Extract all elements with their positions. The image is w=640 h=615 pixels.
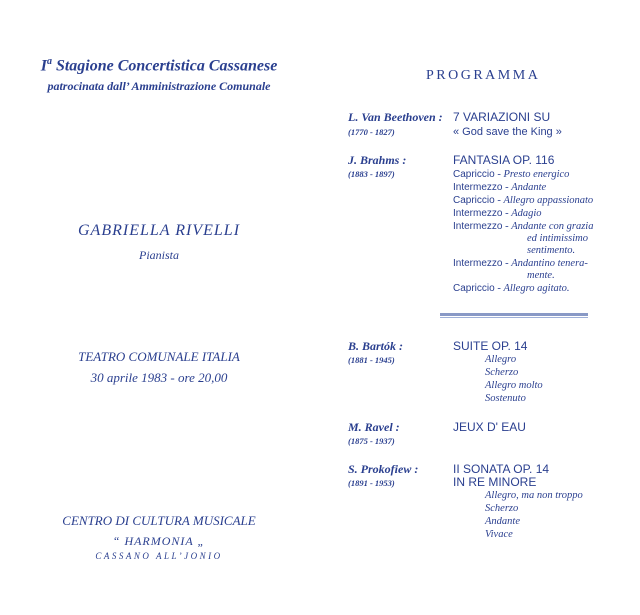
brahms-movement: Intermezzo - Andante — [453, 182, 547, 193]
years-brahms: (1883 - 1897) — [348, 169, 395, 179]
years-prokofiew: (1891 - 1953) — [348, 478, 395, 488]
brahms-movement: Capriccio - Allegro agitato. — [453, 283, 570, 294]
brahms-movement-cont: sentimento. — [527, 245, 576, 256]
brahms-movement: Capriccio - Presto energico — [453, 169, 570, 180]
years-bartok: (1881 - 1945) — [348, 355, 395, 365]
season-subtitle: patrocinata dall’ Amministrazione Comunale — [47, 79, 271, 93]
bartok-movement: Scherzo — [485, 367, 519, 378]
season-ordinal: I — [40, 57, 47, 75]
composer-ravel: M. Ravel : — [348, 420, 400, 434]
bartok-movement: Sostenuto — [485, 393, 526, 404]
venue-name: TEATRO COMUNALE ITALIA — [78, 349, 240, 364]
work-ravel-title: JEUX D' EAU — [453, 420, 526, 434]
brahms-movement: Intermezzo - Andante con grazia — [453, 221, 594, 232]
work-brahms-title: FANTASIA OP. 116 — [453, 153, 555, 167]
venue-date: 30 aprile 1983 - ore 20,00 — [90, 370, 228, 385]
artist-role: Pianista — [138, 248, 179, 262]
organizer-name: CENTRO DI CULTURA MUSICALE — [62, 513, 256, 528]
season-ordinal-sup: a — [46, 56, 52, 67]
organizer-subtitle: “ HARMONIA „ — [112, 534, 206, 548]
work-prokofiew-subtitle: IN RE MINORE — [453, 475, 537, 489]
work-prokofiew-title: II SONATA OP. 14 — [453, 462, 550, 476]
composer-beethoven: L. Van Beethoven : — [348, 110, 443, 124]
years-beethoven: (1770 - 1827) — [348, 127, 395, 137]
brahms-movement: Capriccio - Allegro appassionato — [453, 195, 594, 206]
artist-name: GABRIELLA RIVELLI — [77, 222, 241, 239]
composer-prokofiew: S. Prokofiew : — [348, 462, 419, 476]
prokofiew-movement: Vivace — [485, 529, 513, 540]
prokofiew-movement: Andante — [485, 516, 520, 527]
prokofiew-movement: Allegro, ma non troppo — [485, 490, 583, 501]
bartok-movement: Allegro — [485, 354, 517, 365]
brahms-movement: Intermezzo - Adagio — [453, 208, 542, 219]
brahms-movement-cont: mente. — [527, 270, 555, 281]
work-beethoven-subtitle: « God save the King » — [453, 126, 562, 138]
years-ravel: (1875 - 1937) — [348, 436, 395, 446]
brahms-movement: Intermezzo - Andantino tenera- — [453, 258, 588, 269]
section-divider — [440, 313, 588, 316]
composer-bartok: B. Bartók : — [348, 339, 404, 353]
work-bartok-title: SUITE OP. 14 — [453, 339, 528, 353]
work-beethoven-title: 7 VARIAZIONI SU — [453, 110, 551, 124]
organizer-city: CASSANO ALL’JONIO — [95, 551, 223, 561]
season-title-text: Stagione Concertistica Cassanese — [51, 57, 278, 75]
program-title: PROGRAMMA — [426, 68, 541, 83]
section-divider-thin — [440, 317, 588, 318]
bartok-movement: Allegro molto — [485, 380, 543, 391]
prokofiew-movement: Scherzo — [485, 503, 519, 514]
composer-brahms: J. Brahms : — [348, 153, 407, 167]
season-title — [0, 56, 318, 75]
brahms-movement-cont: ed intimissimo — [527, 233, 588, 244]
